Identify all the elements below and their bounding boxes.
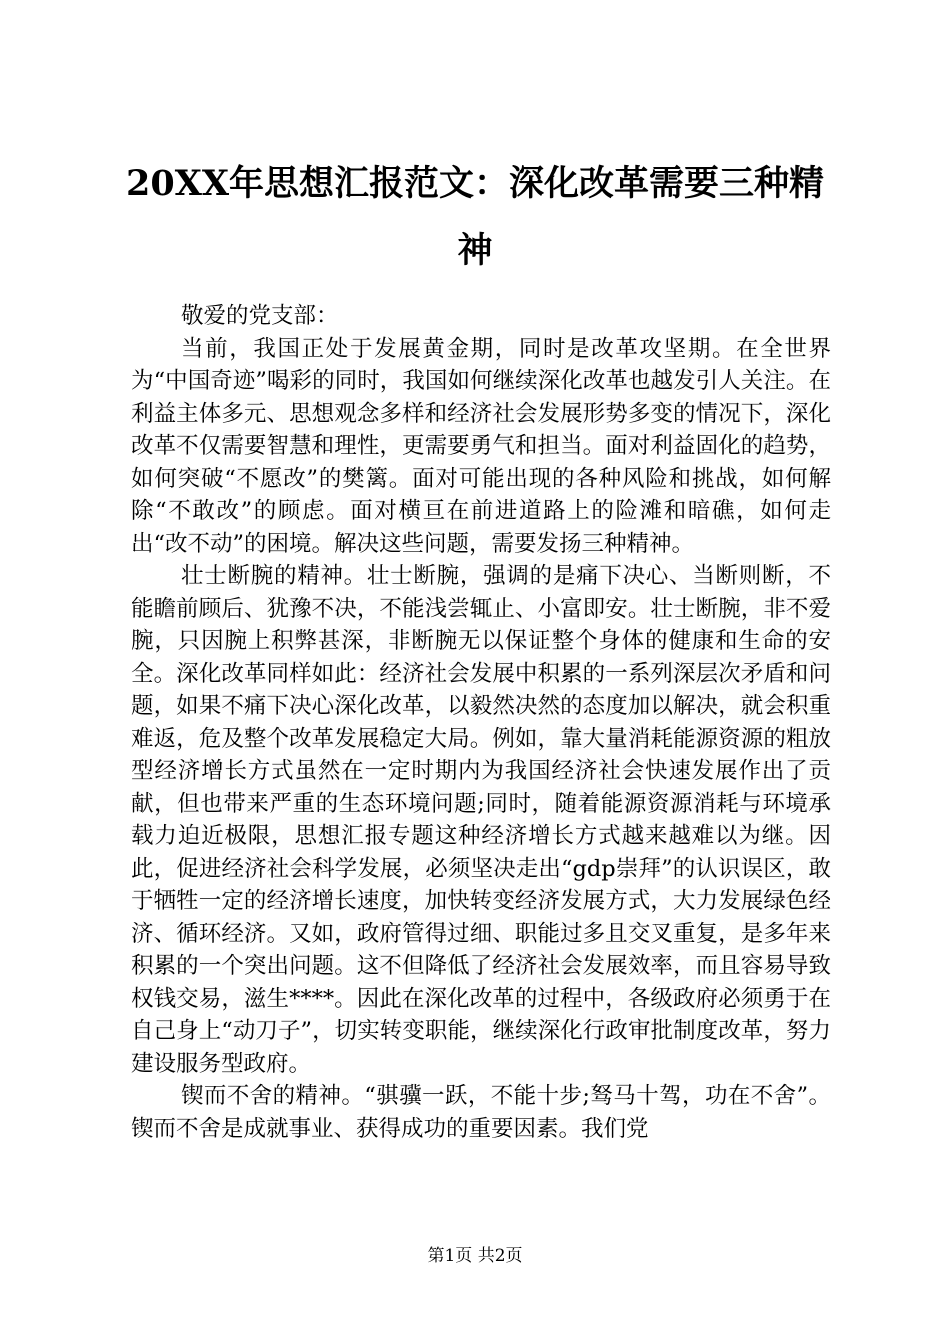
paragraph: 锲而不舍的精神。“骐骥一跃，不能十步;驽马十驾，功在不舍”。锲而不舍是成就事业、获得成功的重要因素。我们党 xyxy=(131,1083,831,1142)
document-body xyxy=(131,300,831,1145)
salutation: 敬爱的党支部： xyxy=(181,303,339,329)
paragraph: 当前，我国正处于发展黄金期，同时是改革攻坚期。在全世界为“中国奇迹”喝彩的同时，我国如何继续深化改革也越发引人关注。在利益主体多元、思想观念多样和经济社会发展形势多变的情况下，深化改革不仅需要智慧和理性，更需要勇气和担当。面对利益固化的趋势，如何突破“不愿改”的樊篱。面对可能出现的各种风险和挑战，如何解除“不敢改”的顾虑。面对横亘在前进道路上的险滩和暗礁，如何走出“改不动”的困境。解决这些问题，需要发扬三种精神。 xyxy=(131,335,831,557)
paragraph: 壮士断腕的精神。壮士断腕，强调的是痛下决心、当断则断，不能瞻前顾后、犹豫不决，不能浅尝辄止、小富即安。壮士断腕，非不爱腕，只因腕上积弊甚深，非断腕无以保证整个身体的健康和生命的安全。深化改革同样如此：经济社会发展中积累的一系列深层次矛盾和问题，如果不痛下决心深化改革，以毅然决然的态度加以解决，就会积重难返，危及整个改革发展稳定大局。例如，靠大量消耗能源资源的粗放型经济增长方式虽然在一定时期内为我国经济社会快速发展作出了贡献，但也带来严重的生态环境问题;同时，随着能源资源消耗与环境承载力迫近极限，思想汇报专题这种经济增长方式越来越难以为继。因此，促进经济社会科学发展，必须坚决走出“gdp崇拜”的认识误区，敢于牺牲一定的经济增长速度，加快转变经济发展方式，大力发展绿色经济、循环经济。又如，政府管得过细、职能过多且交叉重复，是多年来积累的一个突出问题。这不但降低了经济社会发展效率，而且容易导致权钱交易，滋生****。因此在深化改革的过程中，各级政府必须勇于在自己身上“动刀子”，切实转变职能，继续深化行政审批制度改革，努力建设服务型政府。 xyxy=(131,563,831,1077)
page-footer: 第1页 共2页 xyxy=(427,1246,523,1266)
document-title: 20XX年思想汇报范文：深化改革需要三种精神 xyxy=(125,163,825,271)
